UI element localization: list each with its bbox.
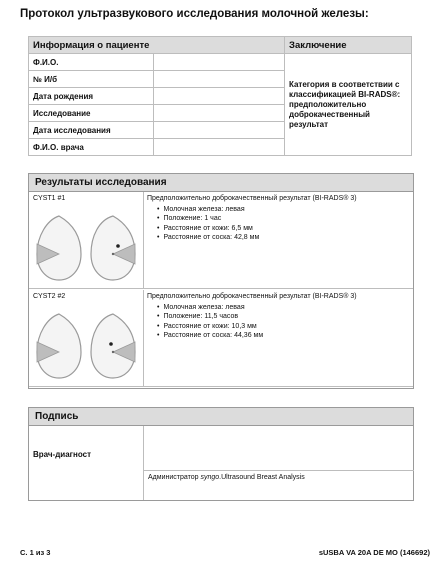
cyst-detail-item: • Положение: 11,5 часов — [157, 312, 263, 321]
field-exam-date: Дата исследования — [29, 122, 154, 139]
results-section — [28, 173, 414, 389]
cyst-details — [157, 205, 259, 242]
document-id: sUSBA VA 20A DE MO (146692) — [318, 548, 430, 557]
breast-diagram-icon — [33, 210, 139, 284]
signature-header: Подпись — [29, 408, 413, 426]
field-exam: Исследование — [29, 105, 154, 122]
cyst-details — [157, 303, 263, 340]
cyst-heading: Предположительно доброкачественный результат (BI-RADS® 3) — [147, 195, 357, 202]
page-title: Протокол ультразвукового исследования молочной железы: — [20, 8, 369, 20]
cyst-entry — [29, 192, 413, 289]
cyst-heading: Предположительно доброкачественный результат (BI-RADS® 3) — [147, 293, 357, 300]
admin-product: syngo — [200, 474, 220, 481]
administrator-text — [148, 474, 305, 481]
conclusion-header: Заключение — [285, 37, 412, 54]
field-doctor: Ф.И.О. врача — [29, 139, 154, 156]
field-name-value — [154, 54, 285, 71]
field-exam-date-value — [154, 122, 285, 139]
doctor-label: Врач-диагност — [33, 450, 91, 459]
cyst-diagram-cell — [29, 290, 144, 386]
field-exam-value — [154, 105, 285, 122]
admin-suffix: .Ultrasound Breast Analysis — [219, 474, 305, 481]
cyst-detail-item: • Расстояние от соска: 44,36 мм — [157, 331, 263, 340]
cyst-detail-item: • Молочная железа: левая — [157, 303, 263, 312]
patient-info-table — [28, 36, 412, 156]
cyst-detail-item: • Молочная железа: левая — [157, 205, 259, 214]
cyst-detail-item: • Расстояние от кожи: 10,3 мм — [157, 322, 263, 331]
field-doctor-value — [154, 139, 285, 156]
cyst-name: CYST2 #2 — [33, 293, 66, 300]
field-name: Ф.И.О. — [29, 54, 154, 71]
cyst-diagram-cell — [29, 192, 144, 288]
cyst-detail-item: • Расстояние от кожи: 6,5 мм — [157, 224, 259, 233]
cyst-name: CYST1 #1 — [33, 195, 66, 202]
field-record: № И/б — [29, 71, 154, 88]
field-birthdate-value — [154, 88, 285, 105]
field-birthdate: Дата рождения — [29, 88, 154, 105]
page-number: С. 1 из 3 — [20, 548, 51, 557]
cyst-entry — [29, 290, 413, 387]
signature-section — [28, 407, 414, 501]
conclusion-text: Категория в соответствии с классификацией BI-RADS®: предположительно доброкачественный результат — [285, 54, 412, 156]
cyst-detail-item: • Положение: 1 час — [157, 214, 259, 223]
breast-diagram-icon — [33, 308, 139, 382]
signature-divider — [144, 470, 414, 471]
patient-info-header: Информация о пациенте — [29, 37, 285, 54]
field-record-value — [154, 71, 285, 88]
results-header: Результаты исследования — [29, 174, 413, 192]
admin-prefix: Администратор — [148, 474, 201, 481]
signature-field — [143, 426, 414, 500]
cyst-detail-item: • Расстояние от соска: 42,8 мм — [157, 233, 259, 242]
